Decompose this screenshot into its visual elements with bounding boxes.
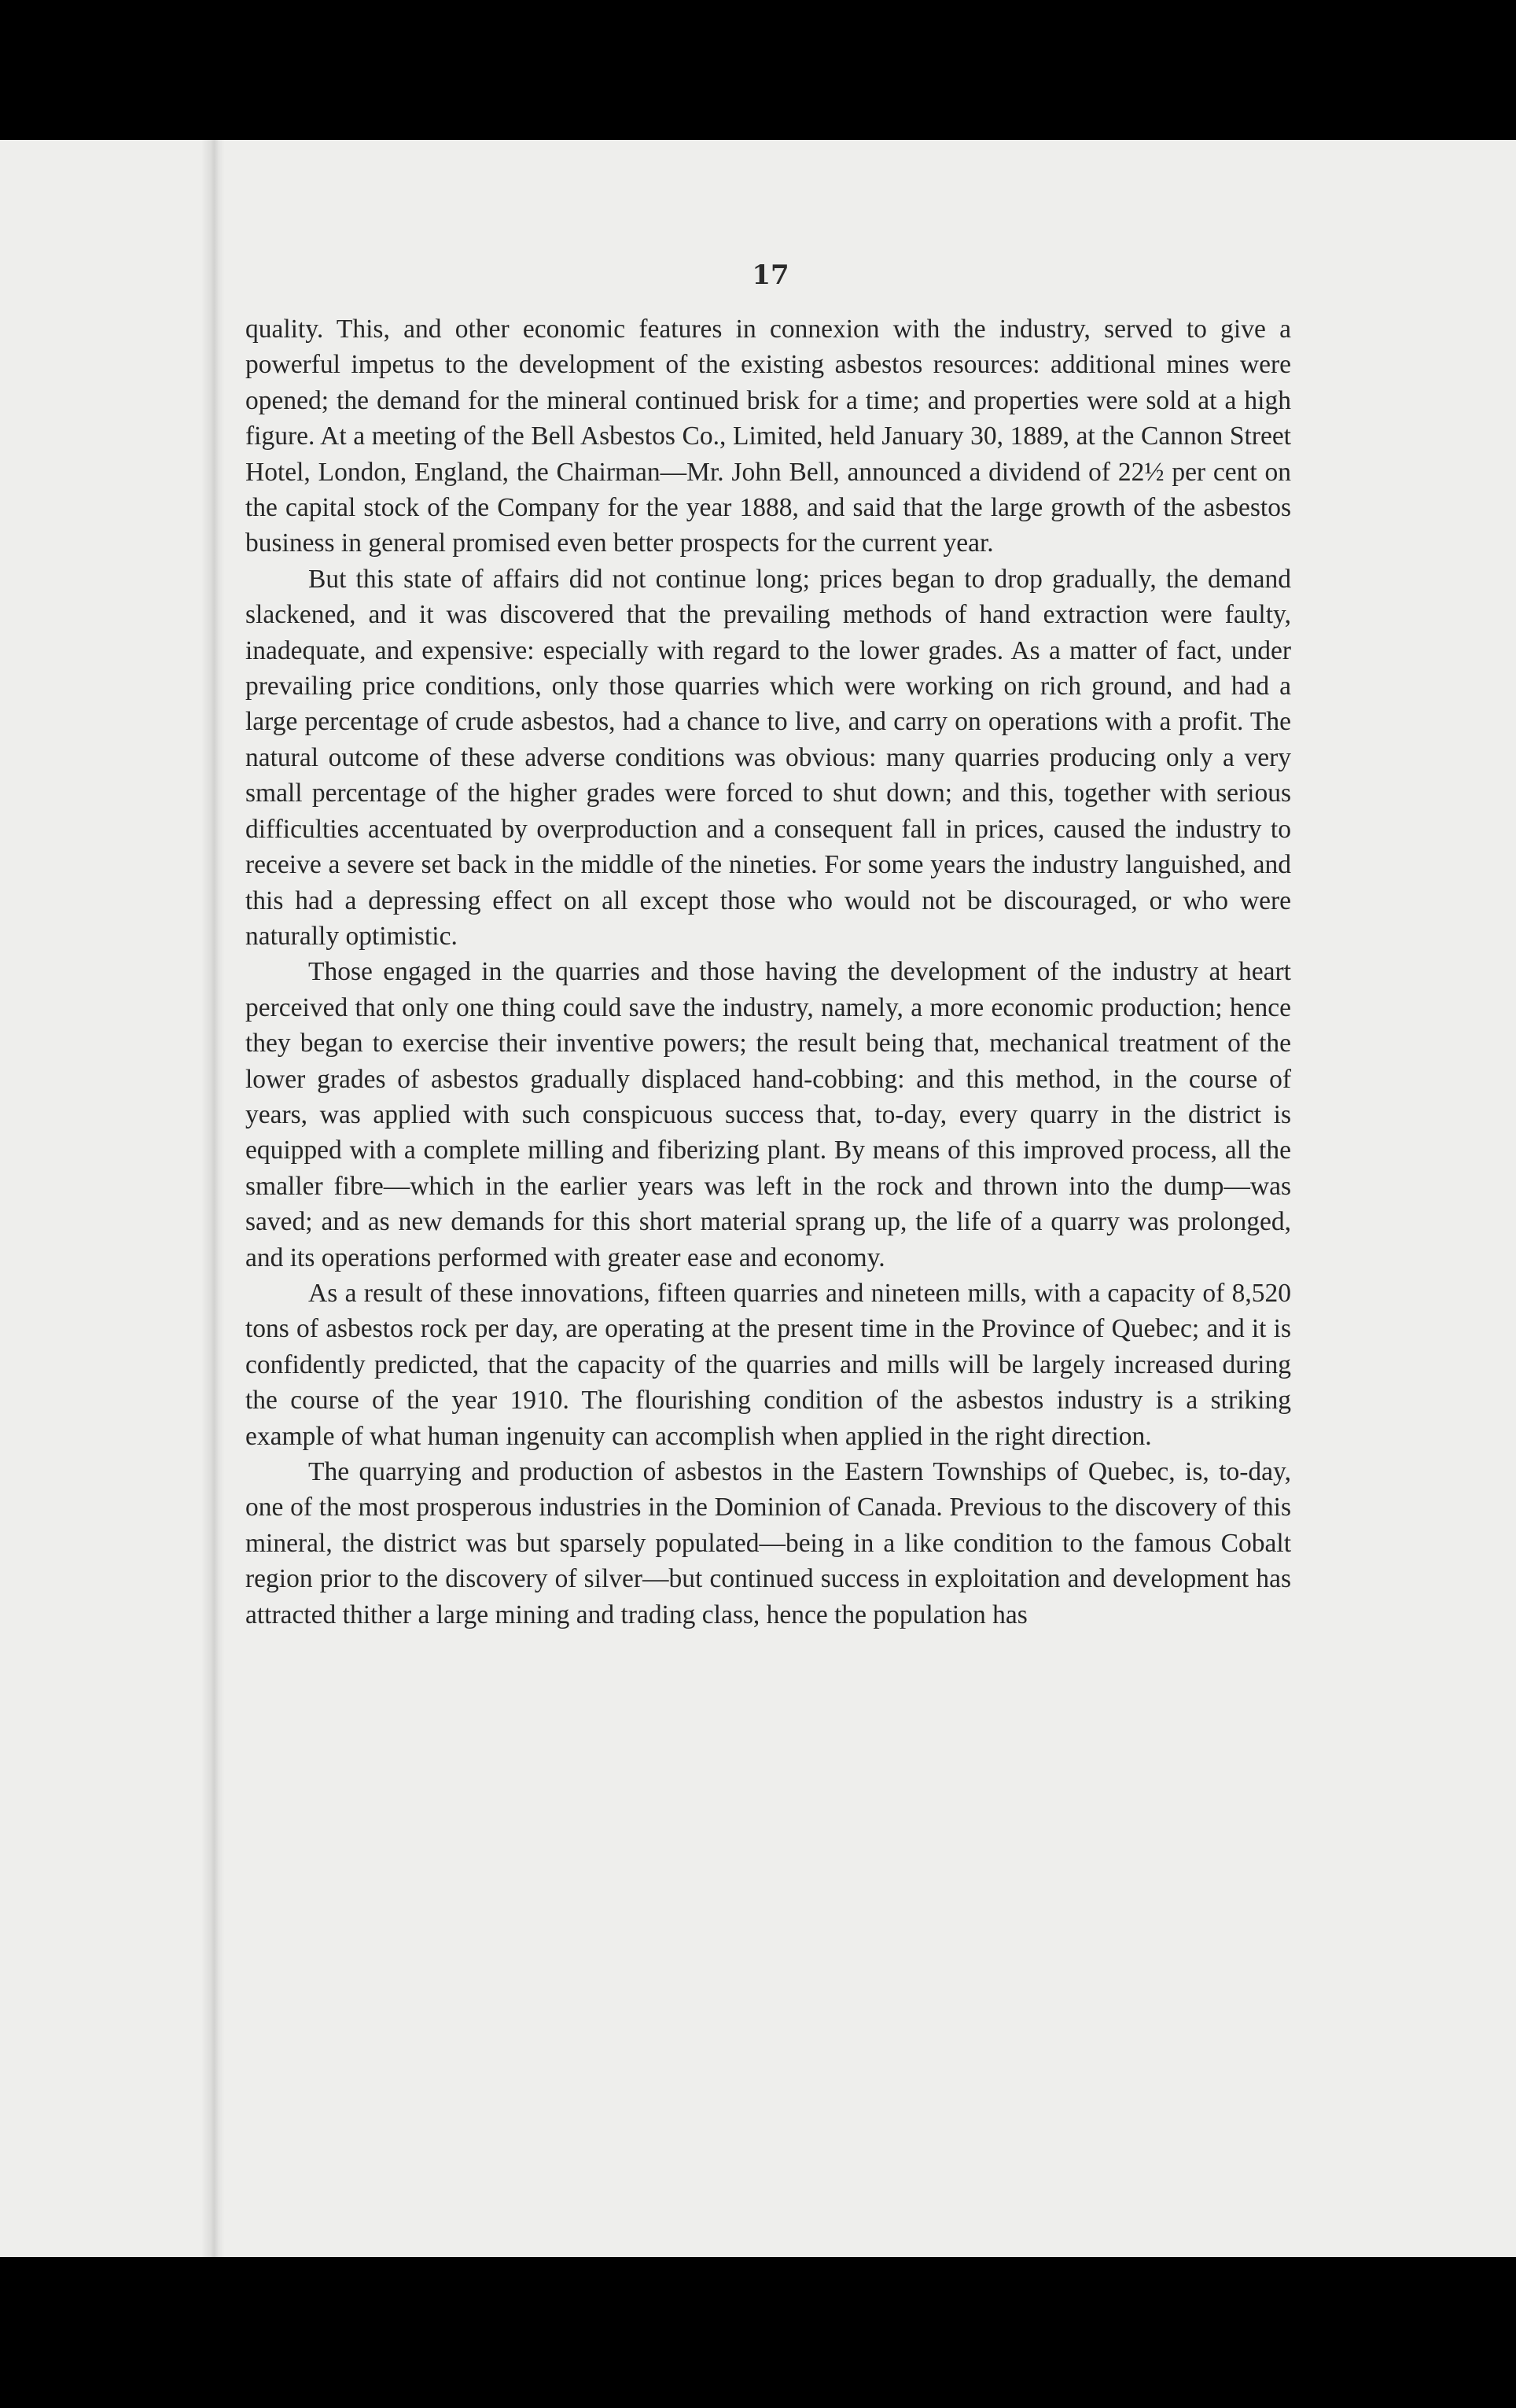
paragraph-4: As a result of these innovations, fifteen quarries and nineteen mills, with a capacity of 8,520 tons of asbestos rock per day, are operating at the present time in the Province of Quebec; and it is confidently predicted, that the capacity of the quarries and mills will be largely increased during the course of the year 1910. The flourishing condition of the asbestos industry is a striking example of what human ingenuity can accomplish when applied in the right direction.: [245, 1278, 1291, 1451]
paragraph-3: Those engaged in the quarries and those having the development of the industry at heart perceived that only one thing could save the industry, namely, a more economic production; hence they began to exercise their inventive powers; the result being that, mechanical treatment of the lower grades of asbestos gradually displaced hand-cobbing: and this method, in the course of years, was applied with such conspicuous success that, to-day, every quarry in the district is equipped with a complete milling and fiberizing plant. By means of this improved process, all the smaller fibre—which in the earlier years was left in the rock and thrown into the dump—was saved; and as new demands for this short material sprang up, the life of a quarry was prolonged, and its operations performed with greater ease and economy.: [245, 957, 1291, 1272]
page-gutter-shadow: [201, 140, 225, 2257]
page-number: 17: [752, 260, 789, 291]
paragraph-1: quality. This, and other economic features in connexion with the industry, served to give a powerful impetus to the development of the existing asbestos resources: additional mines were opened; the demand for the mineral continued brisk for a time; and properties were sold at a high figure. At a meeting of the Bell Asbestos Co., Limited, held January 30, 1889, at the Cannon Street Hotel, London, England, the Chairman—Mr. John Bell, announced a dividend of 22½ per cent on the capital stock of the Company for the year 1888, and said that the large growth of the asbestos business in general promised even better prospects for the current year.: [245, 315, 1291, 558]
paragraph-5: The quarrying and production of asbestos in the Eastern Townships of Quebec, is, to-day, one of the most prosperous industries in the Dominion of Canada. Previous to the discovery of this mineral, the district was but sparsely populated—being in a like condition to the famous Cobalt region prior to the discovery of silver—but continued success in exploitation and development has attracted thither a large mining and trading class, hence the population has: [245, 1457, 1291, 1629]
book-page: [0, 140, 1516, 2257]
body-text: [245, 311, 1291, 1633]
paragraph-2: But this state of affairs did not continue long; prices began to drop gradually, the demand slackened, and it was discovered that the prevailing methods of hand extraction were faulty, inadequate, and expensive: especially with regard to the lower grades. As a matter of fact, under prevailing price conditions, only those quarries which were working on rich ground, and had a large percentage of crude asbestos, had a chance to live, and carry on operations with a profit. The natural outcome of these adverse conditions was obvious: many quarries producing only a very small percentage of the higher grades were forced to shut down; and this, together with serious difficulties accentuated by overproduction and a consequent fall in prices, caused the industry to receive a severe set back in the middle of the nineties. For some years the industry languished, and this had a depressing effect on all except those who would not be discouraged, or who were naturally optimistic.: [245, 564, 1291, 951]
